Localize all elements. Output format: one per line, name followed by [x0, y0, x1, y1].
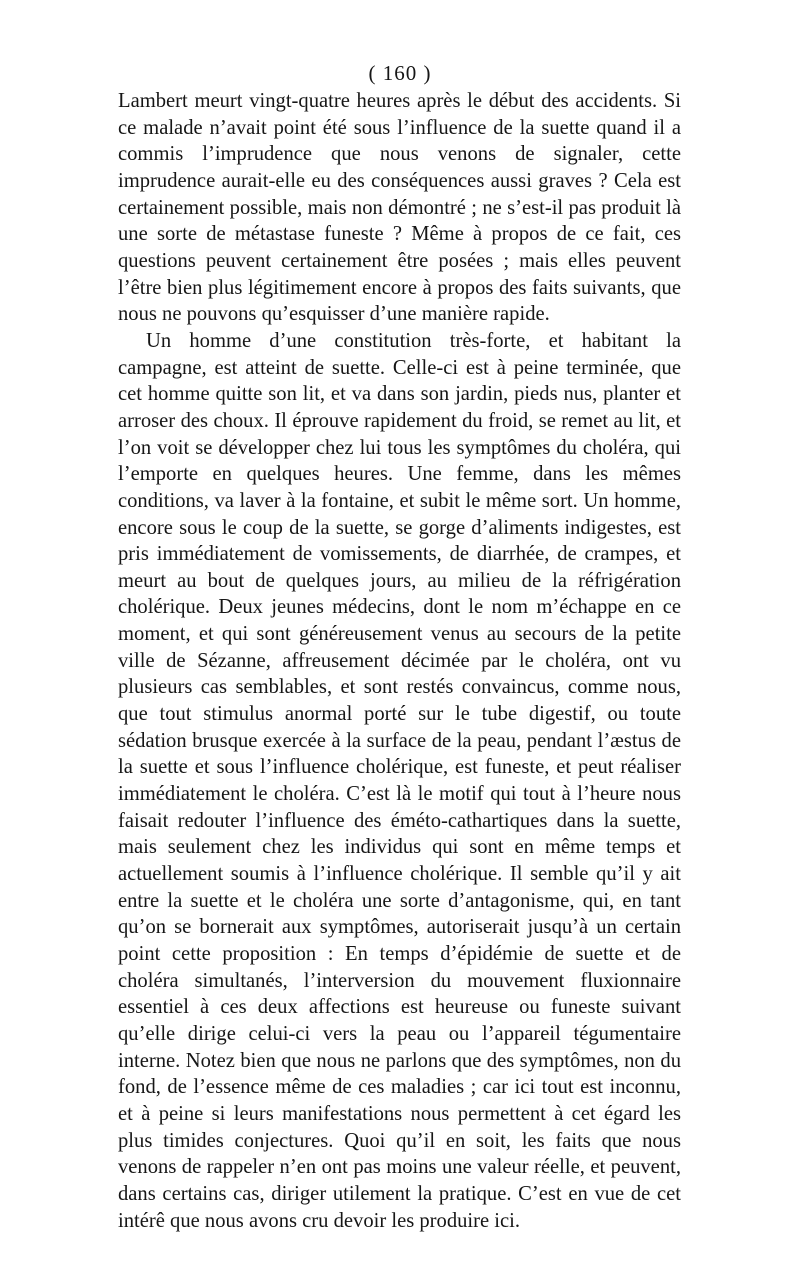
paragraph: Lambert meurt vingt-quatre heures après le début des accidents. Si ce malade n’avait point été sous l’influence de la suette quand il a commis l’imprudence que nous venons de signaler, cette imprudence aurait-elle eu des conséquences aussi graves ? Cela est certainement possible, mais non démontré ; ne s’est-il pas produit là une sorte de métastase funeste ? Même à propos de ce fait, ces questions peuvent certainement être posées ; mais elles peuvent l’être bien plus légitimement encore à propos des faits suivants, que nous ne pouvons qu’esquisser d’une manière rapide. — [118, 90, 681, 326]
paragraph: Un homme d’une constitution très-forte, et habitant la campagne, est atteint de suette. Celle-ci est à peine terminée, que cet homme quitte son lit, et va dans son jardin, pieds nus, planter et arroser des choux. Il éprouve rapidement du froid, se remet au lit, et l’on voit se développer chez lui tous les symptômes du choléra, qui l’emporte en quelques heures. Une femme, dans les mêmes conditions, va laver à la fontaine, et subit le même sort. Un homme, encore sous le coup de la suette, se gorge d’aliments indigestes, est pris immédiatement de vomissements, de diarrhée, de crampes, et meurt au bout de quelques jours, au milieu de la réfrigération cholérique. Deux jeunes médecins, dont le nom m’échappe en ce moment, et qui sont généreusement venus au secours de la petite ville de Sézanne, affreusement décimée par le choléra, ont vu plusieurs cas semblables, et sont restés convaincus, comme nous, que tout stimulus anormal porté sur le tube digestif, ou toute sédation brusque exercée à la surface de la peau, pendant l’æstus de la suette et sous l’influence cholérique, est funeste, et peut réaliser immédiatement le choléra. C’est là le motif qui tout à l’heure nous faisait redouter l’influence des éméto-cathartiques dans la suette, mais seulement chez les individus qui sont en même temps et actuellement soumis à l’influence cholérique. Il semble qu’il y ait entre la suette et le choléra une sorte d’antagonisme, qui, en tant qu’on se bornerait aux symptômes, autoriserait jusqu’à un certain point cette proposition : En temps d’épidémie de suette et de choléra simultanés, l’interversion du mouvement fluxionnaire essentiel à ces deux affections est heureuse ou funeste suivant qu’elle dirige celui-ci vers la peau ou l’appareil tégumentaire interne. Notez bien que nous ne parlons que des symptômes, non du fond, de l’essence même de ces maladies ; car ici tout est inconnu, et à peine si leurs manifestations nous permettent à cet égard les plus timides conjectures. Quoi qu’il en soit, les faits que nous venons de rappeler n’en ont pas moins une valeur réelle, et peuvent, dans certains cas, diriger utilement la pratique. C’est en vue de cet intérê que nous avons cru devoir les produire ici. — [118, 329, 681, 1232]
page-number: ( 160 ) — [368, 61, 432, 85]
body-text — [118, 88, 681, 1234]
